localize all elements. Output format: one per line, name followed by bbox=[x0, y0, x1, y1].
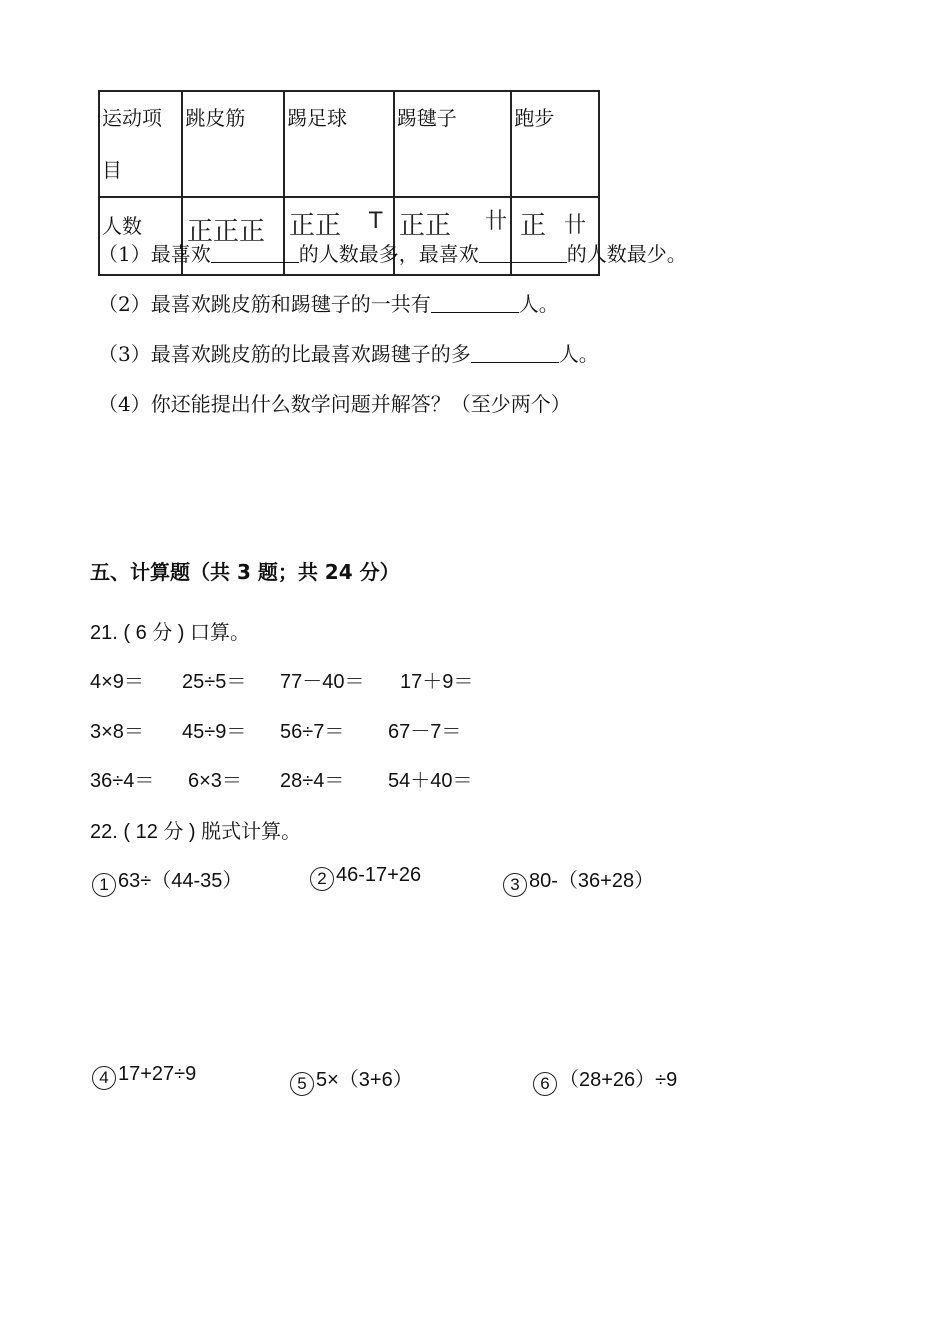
mental-math-item: 3×8＝ bbox=[90, 721, 144, 743]
mental-math-item: 4×9＝ bbox=[90, 671, 144, 693]
svg-text:卄: 卄 bbox=[564, 213, 587, 238]
calc-expression: （28+26）÷9 bbox=[559, 1069, 678, 1091]
svg-text:T: T bbox=[369, 209, 383, 234]
question-3 bbox=[98, 338, 599, 367]
circled-number: 3 bbox=[503, 873, 527, 897]
table-header-cell: 运动项目 bbox=[99, 91, 182, 197]
mental-math-item: 6×3＝ bbox=[188, 770, 242, 792]
answer-blank[interactable] bbox=[471, 344, 559, 363]
circled-number: 1 bbox=[92, 873, 116, 897]
table-header-cell: 踢毽子 bbox=[394, 91, 512, 197]
q21-title: 21. ( 6 分 ) 口算。 bbox=[90, 622, 251, 644]
calc-expression: 63÷（44-35） bbox=[118, 870, 243, 892]
mental-math-item: 45÷9＝ bbox=[182, 721, 247, 743]
svg-text:卄: 卄 bbox=[484, 209, 507, 234]
answer-blank[interactable] bbox=[431, 294, 519, 313]
answer-blank[interactable] bbox=[479, 244, 567, 263]
calc-item bbox=[290, 1063, 413, 1096]
calc-item bbox=[503, 864, 654, 897]
mental-math-item: 36÷4＝ bbox=[90, 770, 155, 792]
question-1 bbox=[98, 238, 687, 267]
mental-math-item: 54＋40＝ bbox=[388, 770, 473, 792]
circled-number: 4 bbox=[92, 1066, 116, 1090]
mental-math-item: 67－7＝ bbox=[388, 721, 462, 743]
calc-expression: 5×（3+6） bbox=[316, 1069, 413, 1091]
circled-number: 5 bbox=[290, 1072, 314, 1096]
calc-item bbox=[533, 1063, 677, 1096]
question-4: （4）你还能提出什么数学问题并解答？（至少两个） bbox=[98, 392, 571, 416]
mental-math-item: 56÷7＝ bbox=[280, 721, 345, 743]
q1-part-c: 的人数最少。 bbox=[566, 242, 687, 266]
q22-title: 22. ( 12 分 ) 脱式计算。 bbox=[90, 821, 302, 843]
calc-item bbox=[92, 1063, 196, 1090]
calc-expression: 80-（36+28） bbox=[529, 870, 655, 892]
question-2 bbox=[98, 288, 559, 317]
svg-text:正正: 正正 bbox=[398, 211, 451, 241]
table-row-label: 人数 bbox=[99, 197, 182, 275]
answer-blank[interactable] bbox=[211, 244, 299, 263]
table-header-row bbox=[99, 91, 599, 197]
calc-item bbox=[310, 864, 421, 891]
q1-part-a: （1）最喜欢 bbox=[98, 242, 211, 266]
calc-expression: 17+27÷9 bbox=[118, 1063, 197, 1085]
mental-math-item: 25÷5＝ bbox=[182, 671, 247, 693]
table-header-cell: 踢足球 bbox=[284, 91, 394, 197]
svg-text:正: 正 bbox=[520, 211, 547, 241]
q3-part-a: （3）最喜欢跳皮筋的比最喜欢踢毽子的多 bbox=[98, 342, 471, 366]
circled-number: 6 bbox=[533, 1072, 557, 1096]
table-header-cell: 跑步 bbox=[511, 91, 599, 197]
circled-number: 2 bbox=[310, 867, 334, 891]
svg-text:正正正: 正正正 bbox=[187, 217, 266, 247]
calc-expression: 46-17+26 bbox=[336, 864, 422, 886]
section-title: 五、计算题（共 3 题；共 24 分） bbox=[90, 560, 400, 584]
q2-part-b: 人。 bbox=[518, 292, 559, 316]
q3-part-b: 人。 bbox=[558, 342, 599, 366]
mental-math-item: 28÷4＝ bbox=[280, 770, 345, 792]
table-header-cell: 跳皮筋 bbox=[182, 91, 284, 197]
svg-text:正正: 正正 bbox=[289, 211, 342, 241]
mental-math-item: 17＋9＝ bbox=[400, 671, 474, 693]
calc-item bbox=[92, 864, 242, 897]
q1-part-b: 的人数最多，最喜欢 bbox=[298, 242, 479, 266]
q2-part-a: （2）最喜欢跳皮筋和踢毽子的一共有 bbox=[98, 292, 431, 316]
mental-math-item: 77－40＝ bbox=[280, 671, 365, 693]
